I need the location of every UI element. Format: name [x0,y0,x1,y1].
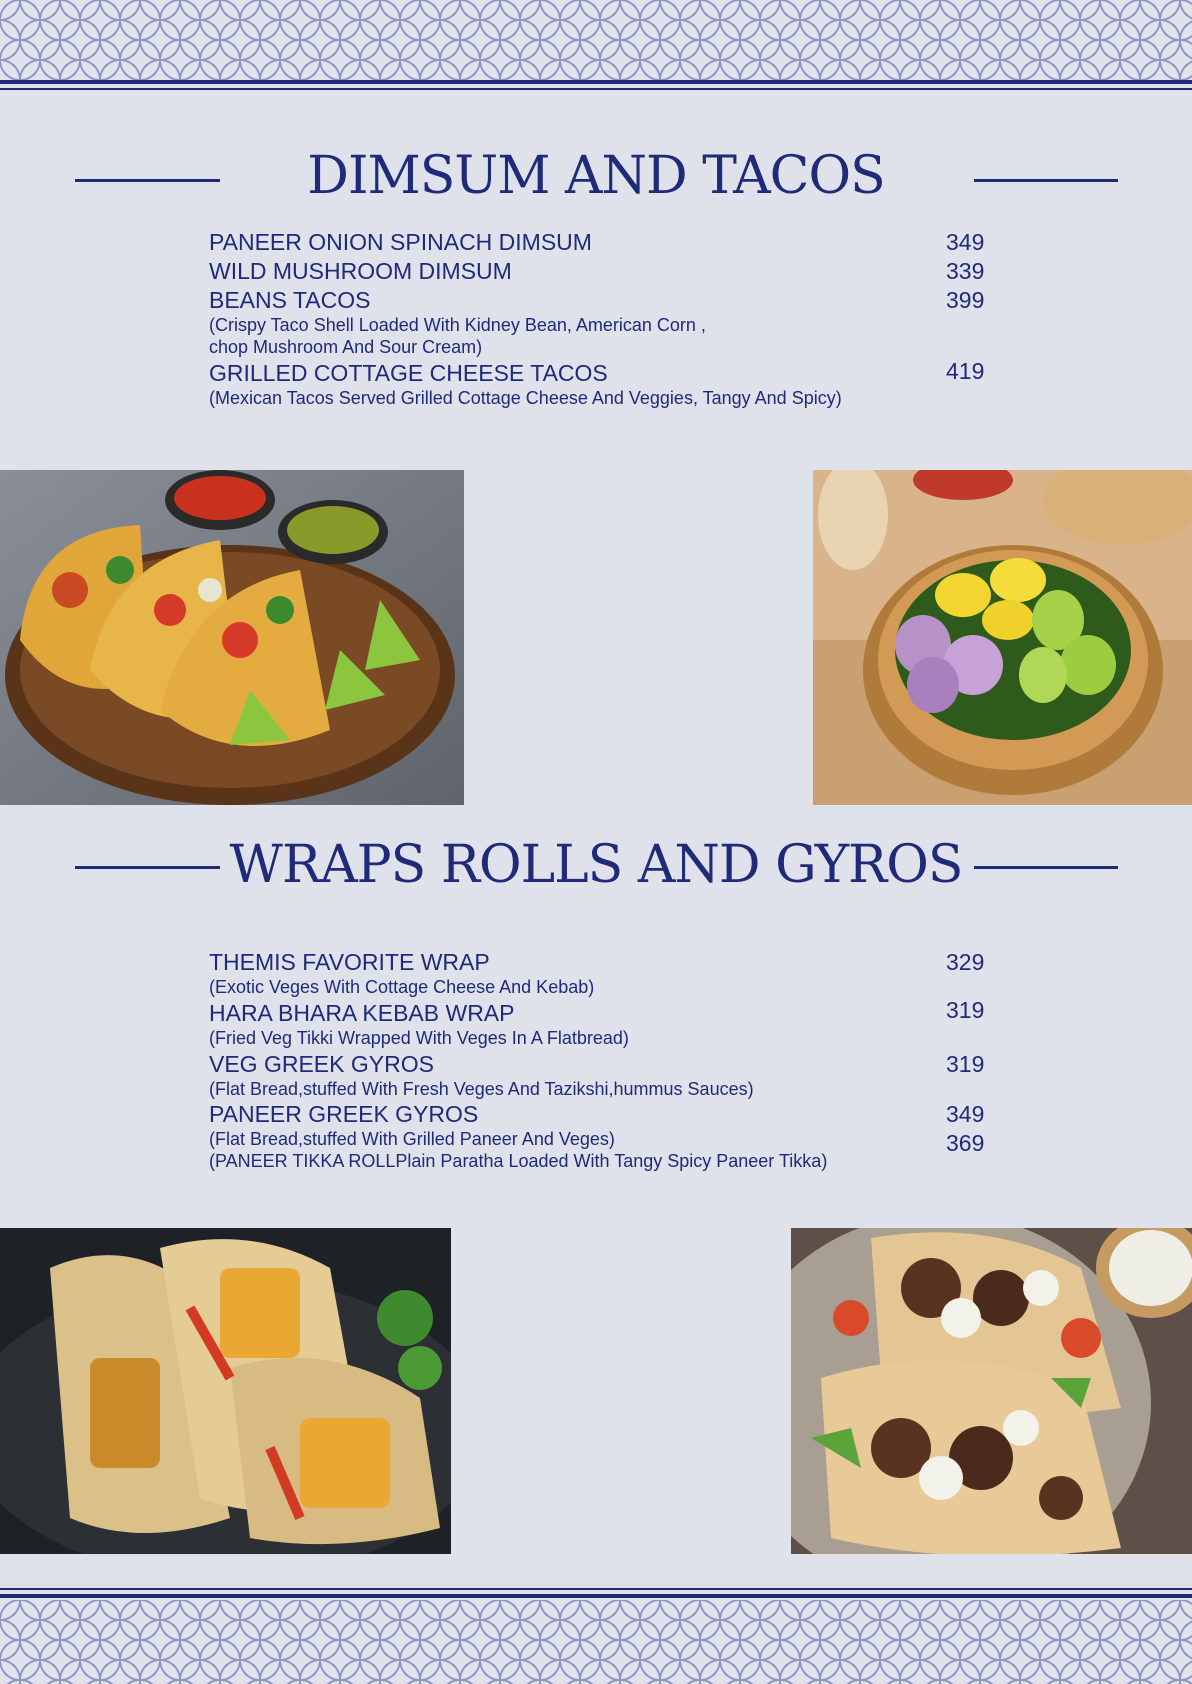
item-description: (Exotic Veges With Cottage Cheese And Kebab) [209,977,595,997]
menu-item [209,228,592,256]
top-rule-thin [0,88,1192,90]
top-rule [0,80,1192,84]
gyros-photo [791,1228,1192,1554]
item-price: 369 [946,1130,985,1156]
item-description: (Mexican Tacos Served Grilled Cottage Cheese And Veggies, Tangy And Spicy) [209,388,842,408]
tacos-photo [0,470,464,805]
menu-item [209,1050,754,1100]
dimsum-photo [813,470,1192,805]
item-price: 339 [946,258,985,284]
menu-item [209,257,512,285]
title-dash-right [974,179,1118,182]
item-price: 329 [946,949,985,975]
item-name: WILD MUSHROOM DIMSUM [209,258,512,284]
section-title-dimsum-tacos: DIMSUM AND TACOS [307,146,885,206]
item-price: 349 [946,229,985,255]
item-description: (Flat Bread,stuffed With Fresh Veges And Tazikshi,hummus Sauces) [209,1079,754,1099]
item-name: BEANS TACOS [209,287,371,313]
kathi-rolls-photo [0,1228,451,1554]
item-price: 349 [946,1101,985,1127]
item-price: 319 [946,1051,985,1077]
menu-item [209,999,629,1049]
item-description: chop Mushroom And Sour Cream) [209,337,483,357]
item-name: THEMIS FAVORITE WRAP [209,949,490,975]
item-name: PANEER ONION SPINACH DIMSUM [209,229,592,255]
item-description: (PANEER TIKKA ROLLPlain Paratha Loaded With Tangy Spicy Paneer Tikka) [209,1151,828,1171]
bottom-pattern-band [0,1600,1192,1684]
section-title-wraps-rolls-gyros: WRAPS ROLLS AND GYROS [229,835,963,895]
title-dash-right [974,866,1118,869]
menu-item [209,1100,827,1172]
item-price: 419 [946,358,985,384]
item-name: VEG GREEK GYROS [209,1051,434,1077]
item-price: 319 [946,997,985,1023]
bottom-rule-thin [0,1588,1192,1590]
menu-item [209,948,594,998]
menu-item [209,286,706,358]
top-pattern-band [0,0,1192,80]
item-name: HARA BHARA KEBAB WRAP [209,1000,515,1026]
item-price: 399 [946,287,985,313]
item-description: (Crispy Taco Shell Loaded With Kidney Bean, American Corn , [209,315,706,335]
item-description: (Flat Bread,stuffed With Grilled Paneer And Veges) [209,1129,615,1149]
bottom-rule [0,1594,1192,1598]
item-name: GRILLED COTTAGE CHEESE TACOS [209,360,608,386]
item-name: PANEER GREEK GYROS [209,1101,479,1127]
menu-item [209,359,842,409]
item-description: (Fried Veg Tikki Wrapped With Veges In A Flatbread) [209,1028,629,1048]
